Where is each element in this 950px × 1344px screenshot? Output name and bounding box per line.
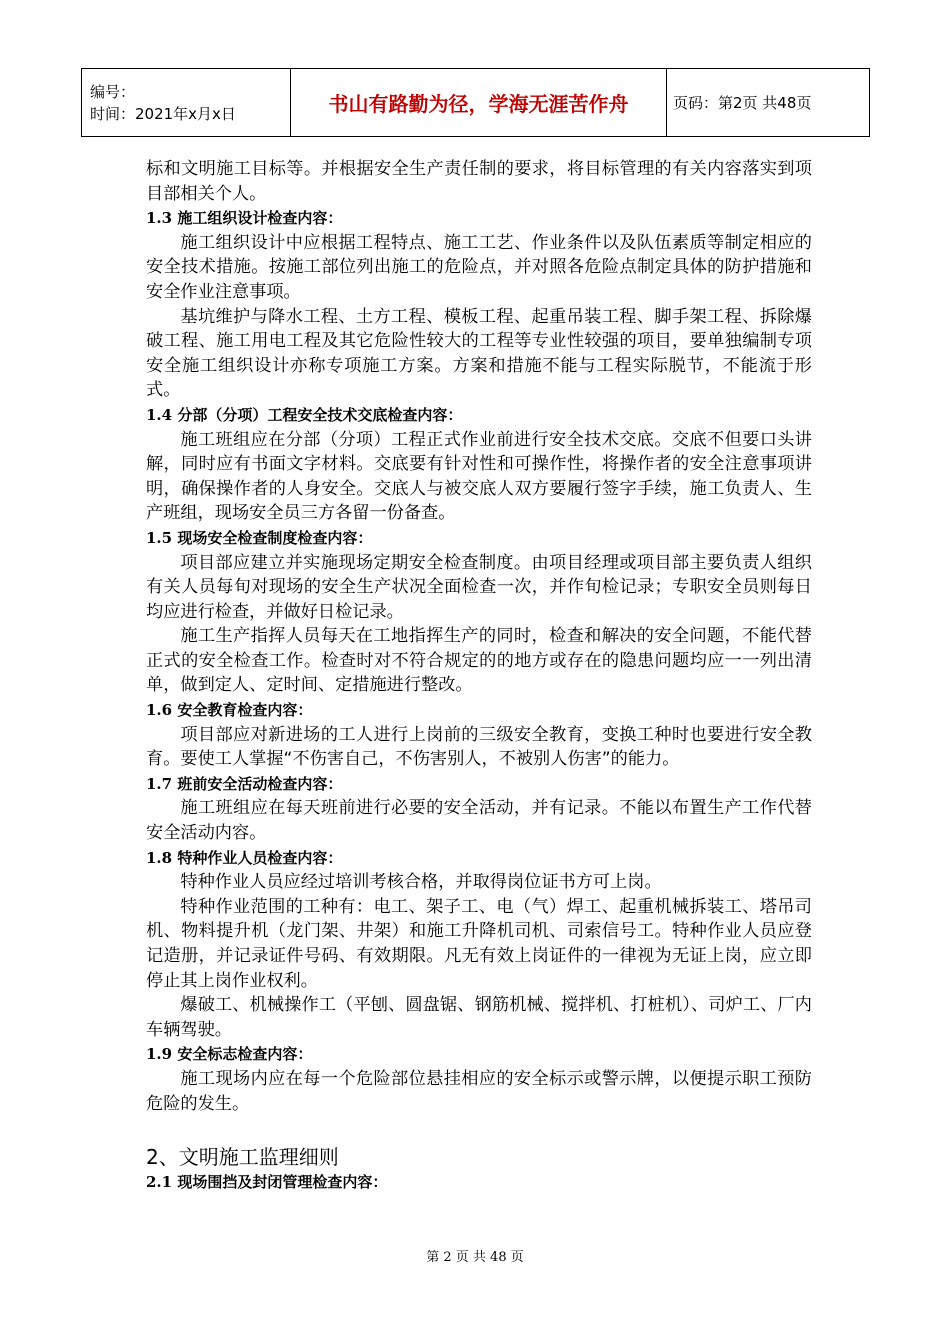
page-footer: 第 2 页 共 48 页 — [426, 1250, 524, 1265]
section-heading-1-3: 1.3 施工组织设计检查内容： — [146, 209, 343, 228]
section-heading-1-5: 1.5 现场安全检查制度检查内容： — [146, 528, 373, 547]
document-number-label: 编号： — [90, 82, 136, 101]
header-motto: 书山有路勤为径，学海无涯苦作舟 — [291, 69, 667, 137]
section-heading-1-8: 1.8 特种作业人员检查内容： — [146, 848, 343, 867]
paragraph: 项目部应对新进场的工人进行上岗前的三级安全教育，变换工种时也要进行安全教育。要使工人掌握“不伤害自己，不伤害别人，不被别人伤害”的能力。 — [146, 724, 812, 770]
section-heading-1-9: 1.9 安全标志检查内容： — [146, 1045, 313, 1064]
paragraph: 施工生产指挥人员每天在工地指挥生产的同时，检查和解决的安全问题，不能代替正式的安全检查工作。检查时对不符合规定的的地方或存在的隐患问题均应一一列出清单，做到定人、定时间、定措施进行整改。 — [146, 626, 812, 696]
paragraph: 施工班组应在每天班前进行必要的安全活动，并有记录。不能以布置生产工作代替安全活动内容。 — [146, 798, 812, 844]
paragraph: 爆破工、机械操作工（平刨、圆盘锯、钢筋机械、搅拌机、打桩机）、司炉工、厂内车辆驾驶。 — [146, 995, 812, 1040]
header-page-info: 页码：第2页 共48页 — [667, 69, 870, 137]
paragraph: 施工班组应在分部（分项）工程正式作业前进行安全技术交底。交底不但要口头讲解，同时应有书面文字材料。交底要有针对性和可操作性，将操作者的安全注意事项讲明，确保操作者的人身安全。交底人与被交底人双方要履行签字手续，施工负责人、生产班组，现场安全员三方各留一份备查。 — [146, 429, 812, 524]
section-heading-1-4: 1.4 分部（分项）工程安全技术交底检查内容： — [146, 405, 463, 424]
paragraph: 特种作业人员应经过培训考核合格，并取得岗位证书方可上岗。 — [180, 872, 662, 893]
paragraph: 标和文明施工目标等。并根据安全生产责任制的要求，将目标管理的有关内容落实到项目部相关个人。 — [146, 159, 812, 204]
chapter-heading-2: 2、文明施工监理细则 — [146, 1145, 339, 1170]
document-body — [146, 157, 812, 1195]
section-heading-1-6: 1.6 安全教育检查内容： — [146, 701, 313, 720]
section-heading-1-7: 1.7 班前安全活动检查内容： — [146, 774, 343, 793]
section-heading-2-1: 2.1 现场围挡及封闭管理检查内容： — [146, 1173, 388, 1192]
document-time-label: 时间：2021年x月x日 — [90, 104, 236, 123]
header-meta — [82, 69, 291, 137]
paragraph: 施工现场内应在每一个危险部位悬挂相应的安全标示或警示牌，以便提示职工预防危险的发生。 — [146, 1068, 812, 1114]
paragraph: 施工组织设计中应根据工程特点、施工工艺、作业条件以及队伍素质等制定相应的安全技术措施。按施工部位列出施工的危险点，并对照各危险点制定具体的防护措施和安全作业注意事项。 — [146, 232, 812, 302]
paragraph: 基坑维护与降水工程、土方工程、模板工程、起重吊装工程、脚手架工程、拆除爆破工程、施工用电工程及其它危险性较大的工程等专业性较强的项目，要单独编制专项安全施工组织设计亦称专项施工方案。方案和措施不能与工程实际脱节，不能流于形式。 — [146, 306, 812, 401]
paragraph: 特种作业范围的工种有：电工、架子工、电（气）焊工、起重机械拆装工、塔吊司机、物料提升机（龙门架、井架）和施工升降机司机、司索信号工。特种作业人员应登记造册，并记录证件号码、有效期限。凡无有效上岗证件的一律视为无证上岗，应立即停止其上岗作业权利。 — [146, 896, 812, 991]
paragraph: 项目部应建立并实施现场定期安全检查制度。由项目经理或项目部主要负责人组织有关人员每旬对现场的安全生产状况全面检查一次，并作旬检记录；专职安全员则每日均应进行检查，并做好日检记录。 — [146, 552, 812, 622]
page-header — [81, 68, 870, 137]
